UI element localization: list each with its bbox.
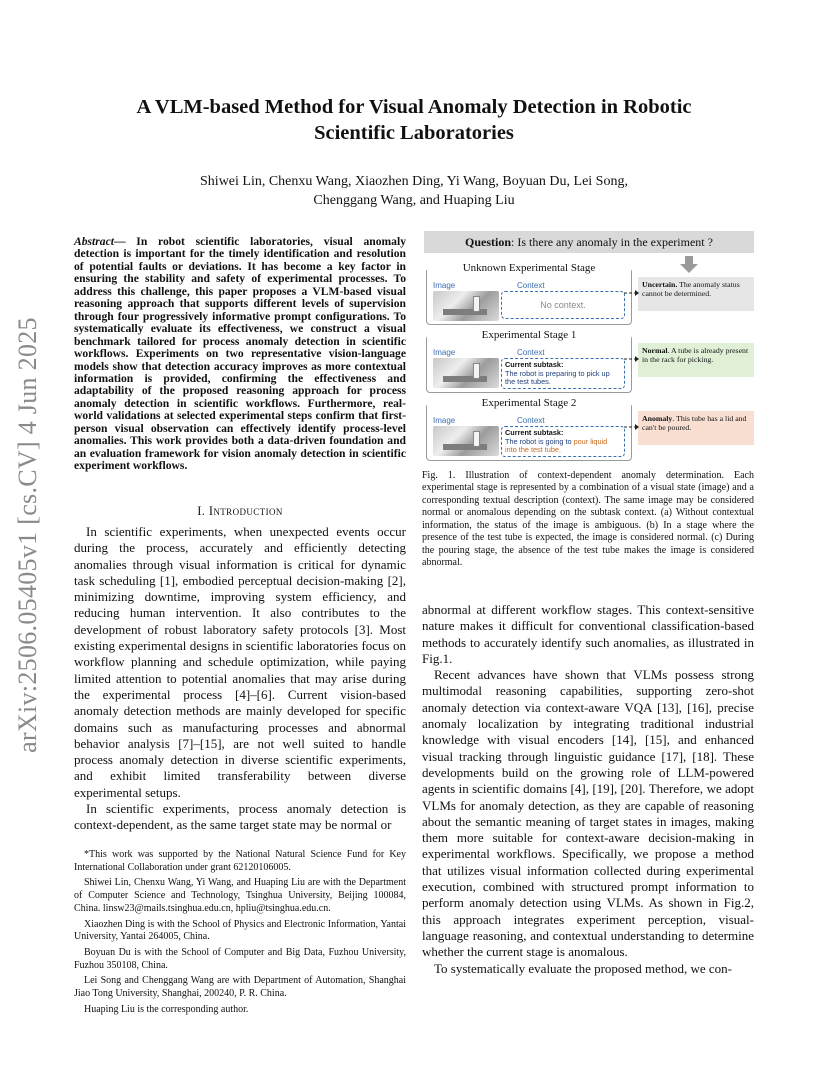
subtask-label: Current subtask: [505, 428, 564, 437]
result-label: Normal [642, 346, 668, 355]
intro-paragraph-2: In scientific experiments, process anomaly detection is context-dependent, as the same target state may be normal or [74, 801, 406, 833]
result-label: Anomaly [642, 414, 673, 423]
figure-1 [424, 231, 754, 463]
footnote-affiliation-4: Lei Song and Chenggang Wang are with Department of Automation, Shanghai Jiao Tong University, Shanghai, 200240, P. R. China. [74, 975, 406, 1000]
intro-paragraph-1: In scientific experiments, when unexpected events occur during the process, accurately and efficiently detecting anomalies through visual information is critical for dynamic task scheduling [1], embodied perceptual decision-making [2], minimizing downtime, improving system efficiency, and reducing human intervention. It also contributes to the development of robust laboratory safety protocols [3]. Most existing experimental designs in scientific laboratories focus on workflow planning and schedule optimization, while paying limited attention to potential anomalies that may arise during the experimental process [4]–[6]. Current vision-based anomaly detection methods are mainly developed for specific domains such as manufacturing processes and abnormal behavior analysis [7]–[15], are not well suited to handle process anomaly detection in diverse scientific experiments, and exhibit limited transferability between diverse experimental setups. [74, 524, 406, 800]
introduction-body [74, 524, 406, 834]
abstract-text: — In robot scientific laboratories, visual anomaly detection is important for the timely identification and resolution of potential faults or deviations. It has become a key factor in ensuring the stability and safety of experimental processes. To address this challenge, this paper proposes a VLM-based visual reasoning approach that supports different levels of supervision through four progressively informative prompt configurations. To systematically evaluate its effectiveness, we construct a visual benchmark tailored for process anomaly detection in scientific workflows. Experiments on two representative vision-language models show that detection accuracy improves as more contextual information is provided, confirming the effectiveness and adaptability of the proposed reasoning approach for process anomaly detection in scientific workflows. Furthermore, real-world validations at selected experimental steps confirm that first-person visual observation can effectively identify process-level anomalies. This work provides both a data-driven foundation and an evaluation framework for vision anomaly detection in scientific experiment workflows. [74, 235, 406, 473]
result-text: . A tube is already present in the rack for picking. [642, 346, 749, 364]
author-list [120, 172, 708, 210]
footnote-corresponding: Huaping Liu is the corresponding author. [84, 1003, 249, 1015]
result-label: Uncertain. [642, 280, 678, 289]
footnote-affiliation-1: Shiwei Lin, Chenxu Wang, Yi Wang, and Huaping Liu are with the Department of Computer Science and Technology, Tsinghua University, Beijing 100084, China. linsw23@mails.tsinghua.edu.cn, hpliu@tsinghua.edu.cn. [74, 877, 406, 914]
authors-line-1: Shiwei Lin, Chenxu Wang, Xiaozhen Ding, Yi Wang, Boyuan Du, Lei Song, [200, 174, 628, 189]
title-line-2: Scientific Laboratories [314, 122, 514, 144]
paper-title [60, 94, 768, 146]
result-text: The anomaly status cannot be determined. [642, 280, 740, 298]
subtask-label: Current subtask: [505, 360, 564, 369]
footnote-affiliation-2: Xiaozhen Ding is with the School of Physics and Electronic Information, Yantai University, Yantai 264005, China. [74, 918, 406, 943]
context-label: Context [517, 416, 545, 425]
image-label: Image [433, 281, 456, 290]
abstract [74, 236, 406, 473]
section-heading: I. Introduction [197, 504, 283, 518]
image-label: Image [433, 348, 456, 357]
stage-title: Experimental Stage 2 [427, 397, 631, 409]
right-paragraph-0: abnormal at different workflow stages. This context-sensitive nature makes it difficult for conventional classification-based methods to accurately identify such anomalies, as illustrated in Fig.1. [422, 602, 754, 666]
subtask-text-plain: The robot is going to [505, 436, 574, 446]
subtask-text: The robot is preparing to pick up the test tubes. [505, 368, 610, 386]
title-line-1: A VLM-based Method for Visual Anomaly Detection in Robotic [136, 96, 692, 118]
context-label: Context [517, 348, 545, 357]
question-label: Question [465, 235, 512, 249]
result-text: . This tube has a lid and can't be poured. [642, 414, 747, 432]
connector-arrows [424, 231, 754, 463]
abstract-label: Abstract [74, 235, 114, 248]
context-label: Context [517, 281, 545, 290]
right-paragraph-1: Recent advances have shown that VLMs possess strong multimodal reasoning capabilities, supporting zero-shot anomaly detection via context-aware VQA [13], [16], precise anomaly localization by integrating traditional industrial knowledge with visual encoders [14], [15], and enhanced visual tracking through linguistic guidance [17], [18]. These developments build on the growing role of LLM-powered agents in scientific domains [4], [19], [20]. Therefore, we adopt VLMs for anomaly detection, as they are capable of reasoning about the semantic meaning of target states in images, making them more suitable for context-aware decision-making in experimental workflows. Specifically, we propose a method that utilizes visual information collected during experimental execution, combined with structured prompt information to perform anomaly detection using VLMs. As shown in Fig.2, this approach integrates experiment perception, visual-language reasoning, and contextual understanding to determine whether the current stage is anomalous. [422, 667, 754, 960]
right-column-body [422, 602, 754, 977]
subtask-text-highlight: pour liquid into the test tube. [505, 436, 608, 454]
footnote-funding: *This work was supported by the National Natural Science Fund for Key International Collaboration under grant 62120106005. [74, 849, 406, 873]
footnotes [74, 849, 406, 1019]
question-text: : Is there any anomaly in the experiment ? [511, 235, 713, 249]
stage-title: Unknown Experimental Stage [427, 262, 631, 274]
context-box-empty: No context. [501, 291, 625, 319]
image-label: Image [433, 416, 456, 425]
figure-caption: Fig. 1. Illustration of context-dependent anomaly determination. Each experimental stage is represented by a combination of a visual state (image) and a corresponding textual description (context). The same image may be considered normal or anomalous depending on the subtask context. (a) Without contextual information, the status of the image is ambiguous. (b) In a stage where the presence of the test tube is expected, the image is considered normal. (c) During the pouring stage, the absence of the test tube makes the image is considered abnormal. [422, 470, 754, 569]
stage-title: Experimental Stage 1 [427, 329, 631, 341]
arxiv-side-label: arXiv:2506.05405v1 [cs.CV] 4 Jun 2025 [13, 317, 42, 753]
right-paragraph-2: To systematically evaluate the proposed method, we con- [434, 960, 732, 976]
authors-line-2: Chenggang Wang, and Huaping Liu [313, 193, 515, 208]
footnote-affiliation-3: Boyuan Du is with the School of Computer and Big Data, Fuzhou University, Fuzhou 350108, China. [74, 946, 406, 971]
